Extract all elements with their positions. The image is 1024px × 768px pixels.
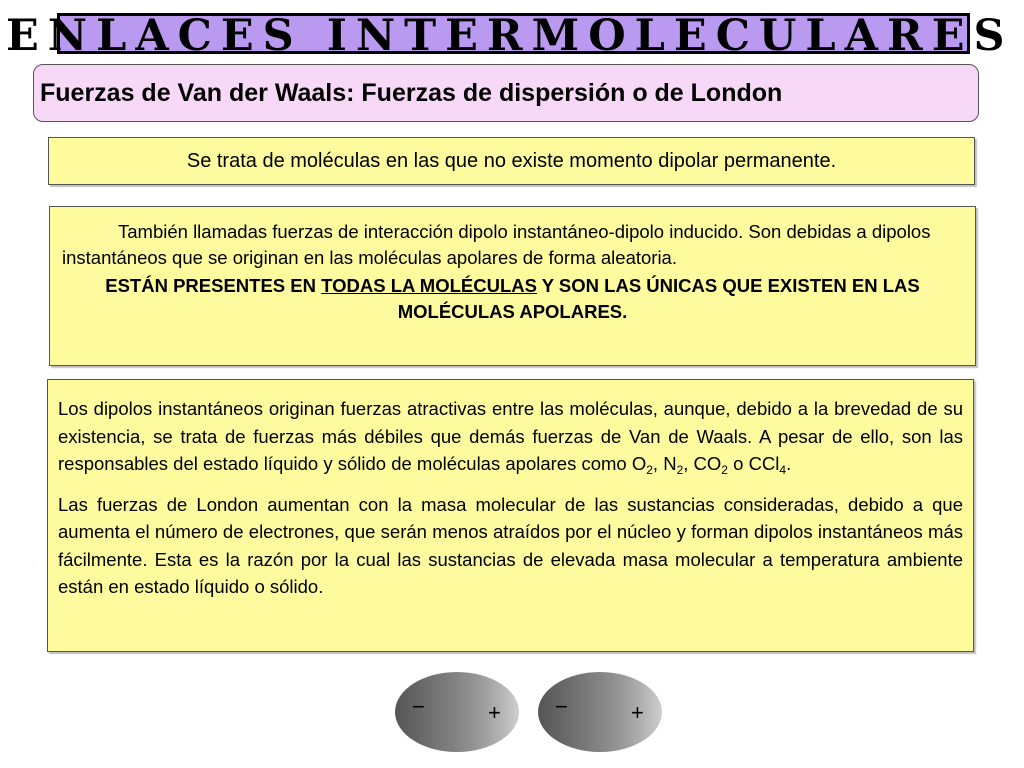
dipole-molecule-1: [390, 664, 524, 760]
highlight-statement: [62, 273, 963, 325]
explanation-paragraph-2: Las fuerzas de London aumentan con la masa molecular de las sustancias consideradas, debido a que aumenta el número de electrones, que serán menos atraídos por el núcleo y forman dipolos instantáneos más fácilmente. Esta es la razón por la cual las sustancias de elevada masa molecular a temperatura ambiente están en estado líquido o sólido.: [58, 493, 963, 597]
subtitle-box: [33, 64, 979, 122]
formula-co2: $CO_2$: [693, 453, 728, 477]
highlight-post: Y SON LAS ÚNICAS QUE EXISTEN EN LAS MOLÉCULAS APOLARES.: [397, 275, 920, 322]
explanation-box: [47, 379, 974, 652]
formula-o2: $O_2$: [631, 453, 653, 477]
plus-sign: +: [631, 700, 644, 725]
description-box: [49, 206, 976, 366]
formula-n2: $N_2$: [663, 453, 684, 477]
explanation-paragraph-1: Los dipolos instantáneos originan fuerzas atractivas entre las moléculas, aunque, debido a la brevedad de su existencia, se trata de fuerzas más débiles que demás fuerzas de Van de Waals. A pesar de ello, son las responsables del estado líquido y sólido de moléculas apolares como $O_2$, $N_2$, $CO_2$ o CCl$_4$.: [58, 398, 963, 477]
subtitle-text: Fuerzas de Van der Waals: Fuerzas de dispersión o de London: [40, 78, 783, 107]
page-title: ENLACES INTERMOLECULARES: [6, 11, 1014, 61]
explanation-intro: Los dipolos instantáneos originan fuerzas atractivas entre las moléculas, aunque, debido a la brevedad de su existencia, se trata de fuerzas más débiles que demás fuerzas de Van de Waals. A pesar de ello, son las responsables del estado líquido y sólido de moléculas apolares como: [58, 398, 963, 474]
highlight-pre: ESTÁN PRESENTES EN: [105, 275, 322, 296]
dipole-molecule-2: [533, 664, 667, 760]
formula-ccl4: CCl$_4$: [748, 453, 787, 477]
minus-sign: −: [555, 694, 568, 719]
definition-text: Se trata de moléculas en las que no existe momento dipolar permanente.: [186, 149, 837, 172]
highlight-underlined: TODAS LA MOLÉCULAS: [321, 275, 537, 296]
plus-sign: +: [488, 700, 501, 725]
minus-sign: −: [412, 694, 425, 719]
description-paragraph: También llamadas fuerzas de interacción dipolo instantáneo-dipolo inducido. Son debidas a dipolos instantáneos que se originan en las moléculas apolares de forma aleatoria.: [62, 221, 931, 268]
definition-box: [48, 137, 975, 185]
